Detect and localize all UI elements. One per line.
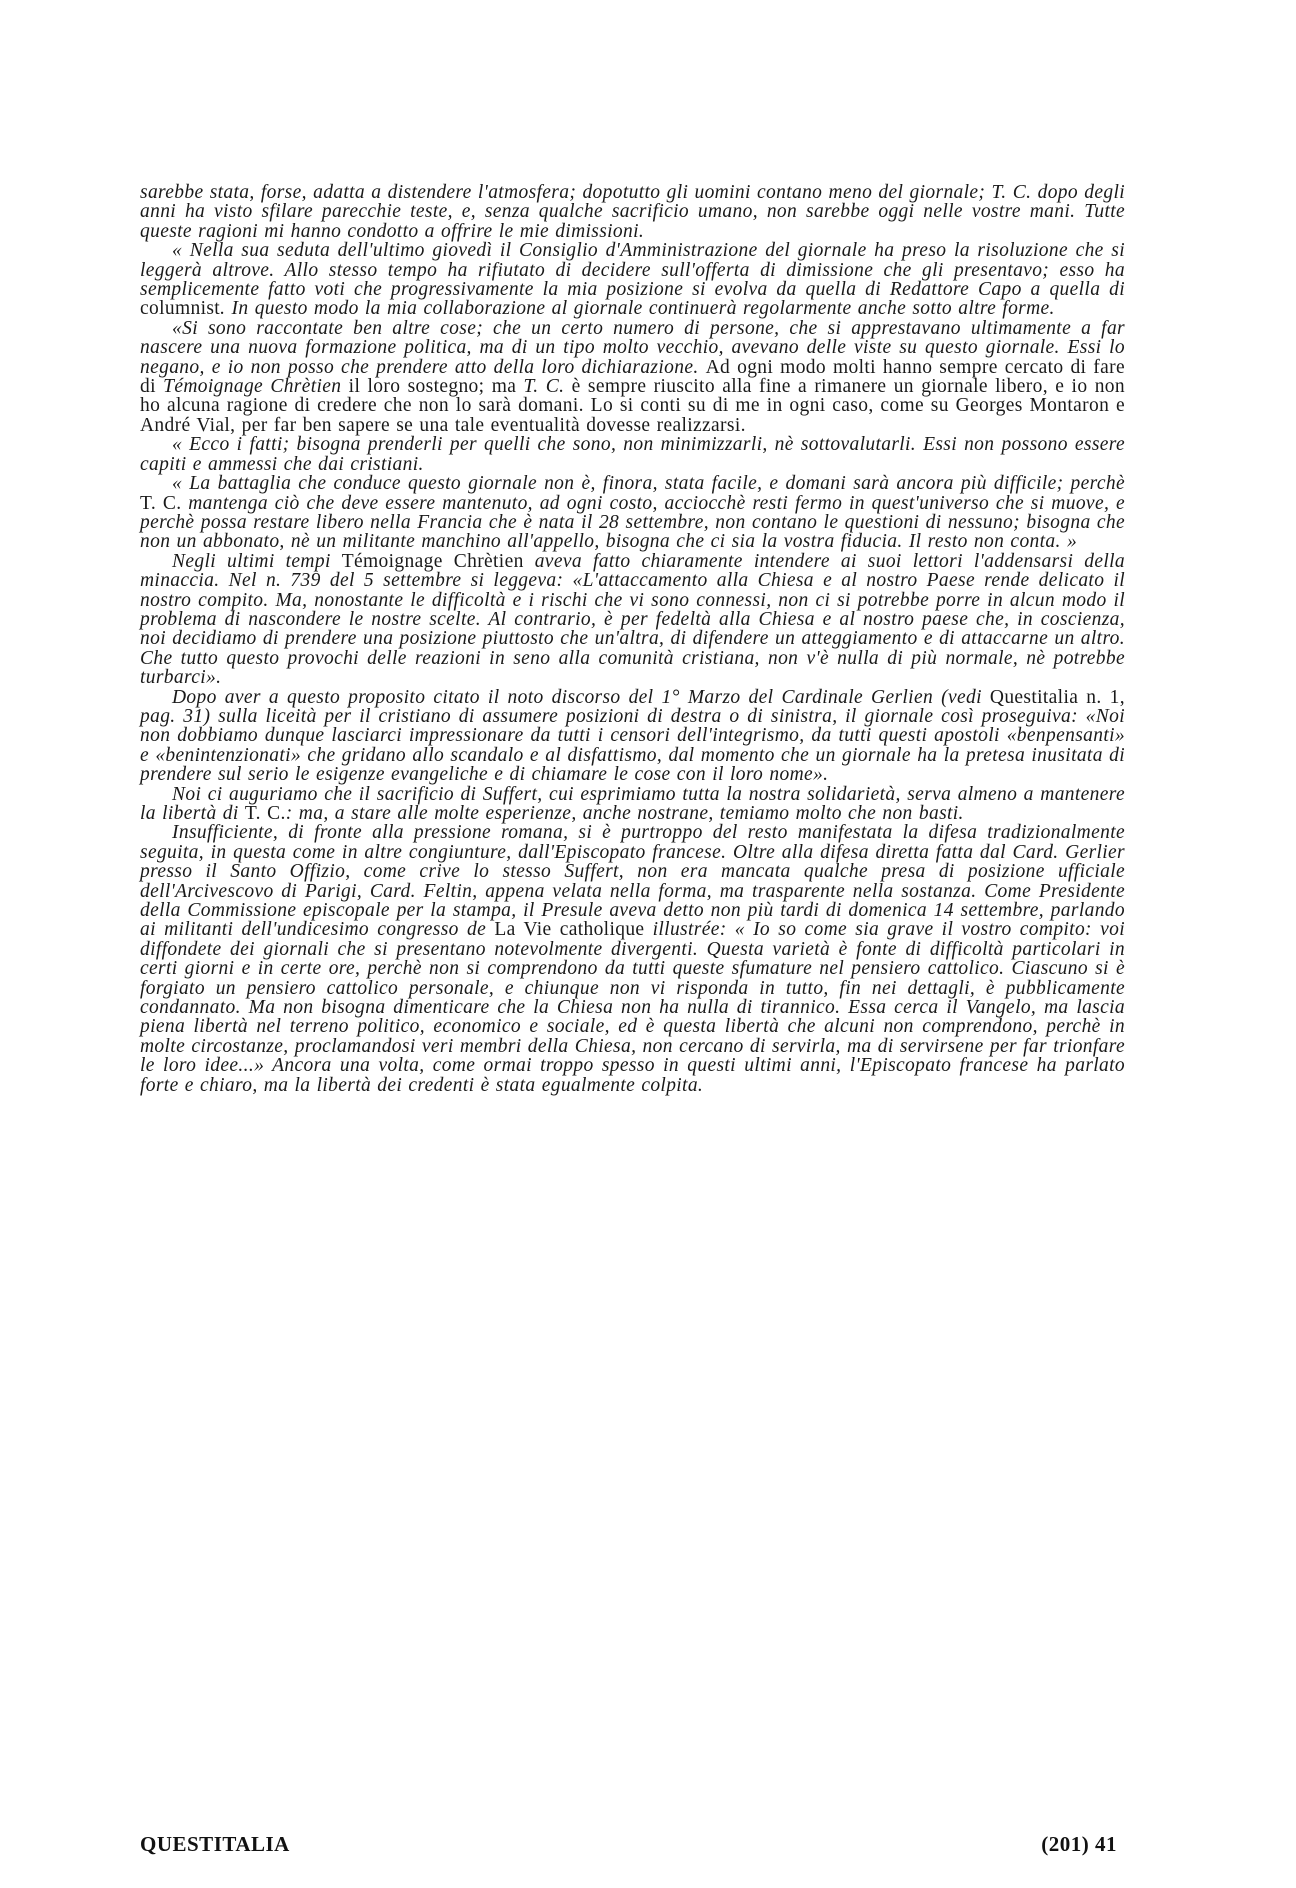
roman-text: il loro sostegno; ma [341,376,524,398]
paragraph [140,435,1125,474]
italic-text: Dopo aver a questo proposito citato il noto discorso del 1° Marzo del Cardinale Gerlien (vedi [172,686,990,708]
italic-text: Insufficiente, di fronte alla pressione romana, si è purtroppo del resto manifestata la difesa tradizionalmente seguita, in questa come in altre congiunture, dall'Episcopato francese. Oltre alla difesa diretta fatta dal Card. Gerlier presso il Santo Offizio, come crive lo stesso Suffert, non era mancata qualche presa di posizione ufficiale dell'Arcivescovo di Parigi, Card. Feltin, appena velata nella forma, ma trasparente nella sostanza. Come Presidente della Commissione episcopale per la stampa, il Presule aveva detto non più tardi di domenica 14 settembre, parlando ai militanti dell'undicesimo congresso de [140,822,1125,941]
italic-text: «Si sono raccontate ben altre cose; che un certo numero di persone, che si apprestavano ultimamente a far nascere una nuova formazione politica, ma di un tipo molto vecchio, avevano delle viste su questo giornale. Essi lo negano, e io non posso che prendere atto della loro dichiarazione. [140,317,1125,378]
italic-text: sarebbe stata, forse, adatta a distendere l'atmosfera; dopotutto gli uomini contano meno del giornale; T. C. dopo degli anni ha visto sfilare parecchie teste, e, senza qualche sacrificio umano, non sarebbe oggi nelle vostre mani. Tutte queste ragioni mi hanno condotto a offrire le mie dimissioni. [140,182,1125,242]
page-footer [140,1832,1125,1860]
italic-text: « La battaglia che conduce questo giornale non è, finora, stata facile, e domani sarà ancora più difficile; perchè [172,473,1125,495]
paragraph [140,183,1125,241]
roman-text: è sempre riuscito alla fine a rimanere un giornale libero, e io non ho alcuna ragione di credere che non lo sarà domani. Lo si conti su di me in ogni caso, come su Georges Montaron e André Vial, per far ben sapere se una tale eventualità dovesse realizzarsi. [140,376,1126,436]
paragraph [140,241,1125,319]
article-body [140,183,1125,1095]
italic-text: : ma, a stare alle molte esperienze, anche nostrane, temiamo molto che non basti. [285,803,964,824]
paragraph [140,688,1125,785]
roman-text: T. C. [140,492,182,514]
paragraph [140,319,1125,435]
italic-text: illustrée: « Io so come sia grave il vostro compito: voi diffondete dei giornali che si presentano notevolmente divergenti. Questa varietà è fonte di difficoltà particolari in certi giorni e in certe ore, perchè non si comprendono da tutti queste sfumature nel pensiero cattolico. Ciascuno si è forgiato un pensiero cattolico personale, e chiunque non vi risponda in tutto, fin nei dettagli, è pubblicamente condannato. Ma non bisogna dimenticare che la Chiesa non ha nulla di tirannico. Essa cerca il Vangelo, ma lascia piena libertà nel terreno politico, economico e sociale, ed è questa libertà che alcuni non comprendono, perchè in molte circostanze, proclamandosi veri membri della Chiesa, non cercano di servirla, ma di servirsene per far trionfare le loro idee...» Ancora una volta, come ormai troppo spesso in questi ultimi anni, l'Episcopato francese ha parlato forte e chiaro, ma la libertà dei credenti è stata egualmente colpita. [140,919,1125,1096]
paragraph [140,474,1125,552]
italic-text: Negli ultimi tempi [172,550,342,572]
paragraph [140,552,1125,688]
roman-text: Ad ogni modo molti hanno sempre cercato di fare di [140,356,1125,398]
italic-text: « Ecco i fatti; bisogna prenderli per quelli che sono, non minimizzarli, nè sottovalutarli. Essi non possono essere capiti e ammessi che dai cristiani. [140,434,1125,475]
italic-text: Noi ci auguriamo che il sacrificio di Suffert, cui esprimiamo tutta la nostra solidarietà, serva almeno a mantenere la libertà di [140,783,1125,824]
page-number: (201) 41 [1041,1832,1117,1856]
roman-text: Questitalia n. 1, [989,686,1125,708]
publication-name: QUESTITALIA [140,1832,290,1856]
italic-text: T. C. [523,376,565,398]
paragraph [140,823,1125,1095]
roman-text: La Vie catholique [494,919,645,941]
italic-text: Témoignage Chrètien [163,376,342,398]
italic-text: pag. 31) sulla liceità per il cristiano di assumere posizioni di destra o di sinistra, il giornale così proseguiva: «Noi non dobbiamo dunque lasciarci impressionare da tutti i censori dell'integrismo, da tutti questi apostoli «benpensanti» e «benintenzionati» che gridano allo scandalo e al disfattismo, dal momento che un giornale ha la pretesa inusitata di prendere sul serio le esigenze evangeliche e di chiamare le cose con il loro nome». [140,705,1125,786]
italic-text: mantenga ciò che deve essere mantenuto, ad ogni costo, acciocchè resti fermo in quest'universo che si muove, e perchè possa restare libero nella Francia che è nata il 28 settembre, non contano le questioni di nessuno; bisogna che non un abbonato, nè un militante manchino all'appello, bisogna che ci sia la vostra fiducia. Il resto non conta. » [140,492,1125,553]
italic-text: « Nella sua seduta dell'ultimo giovedì il Consiglio d'Amministrazione del giornale ha preso la risoluzione che si leggerà altrove. Allo stesso tempo ha rifiutato di decidere sull'offerta di dimissione che gli presentavo; esso ha semplicemente fatto voti che progressivamente la mia posizione si evolva da quella di Redattore Capo a quella di [140,240,1125,301]
roman-text: Témoignage Chrètien [341,550,524,572]
italic-text: . In questo modo la mia collaborazione al giornale continuerà regolarmente anche sotto altre forme. [220,298,1055,320]
paragraph [140,785,1125,824]
roman-text: T. C. [244,803,286,824]
italic-text: aveva fatto chiaramente intendere ai suoi lettori l'addensarsi della minaccia. Nel n. 739 del 5 settembre si leggeva: «L'attaccamento alla Chiesa e al nostro Paese rende delicato il nostro compito. Ma, nonostante le difficoltà e i rischi che vi sono connessi, non ci si potrebbe porre in alcun modo il problema di nascondere le nostre scelte. Al contrario, è per fedeltà alla Chiesa e al nostro paese che, in coscienza, noi decidiamo di prendere una posizione piuttosto che un'altra, di difendere un atteggiamento e di attaccarne un altro. Che tutto questo provochi delle reazioni in seno alla comunità cristiana, non v'è nulla di più normale, nè potrebbe turbarci». [140,550,1125,689]
roman-text: columnist [140,298,221,320]
